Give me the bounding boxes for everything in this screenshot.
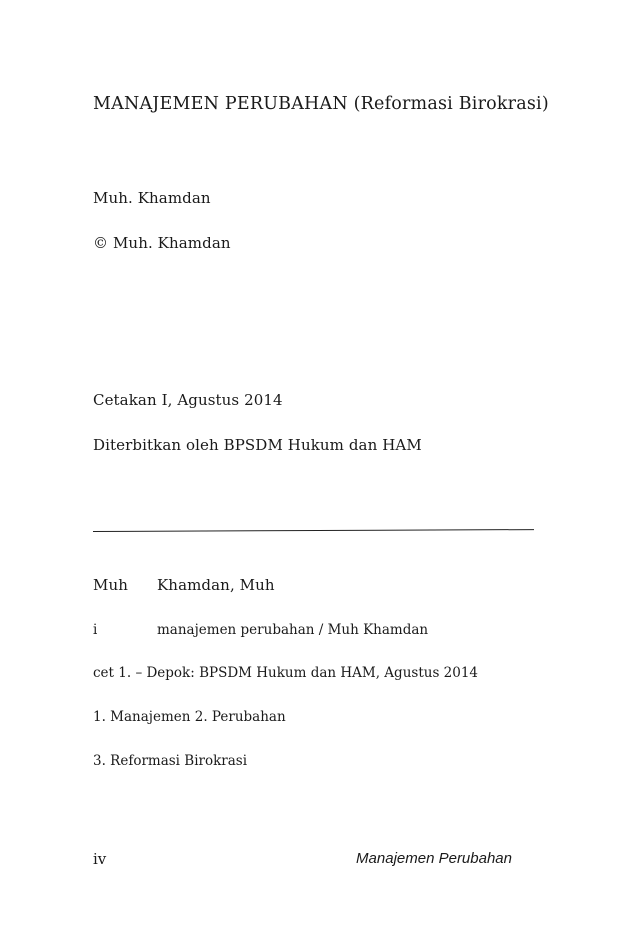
catalog-subjects-2: 3. Reformasi Birokrasi (93, 753, 248, 769)
book-title: MANAJEMEN PERUBAHAN (Reformasi Birokrasi) (93, 94, 549, 114)
running-title: Manajemen Perubahan (356, 850, 512, 867)
catalog-author-entry: Khamdan, Muh (157, 576, 275, 594)
publisher-line: Diterbitkan oleh BPSDM Hukum dan HAM (93, 436, 422, 454)
author-name: Muh. Khamdan (93, 189, 211, 207)
copyright-line: © Muh. Khamdan (93, 234, 231, 252)
catalog-edition-entry: cet 1. – Depok: BPSDM Hukum dan HAM, Agustus 2014 (93, 665, 479, 681)
divider-rule (93, 529, 534, 532)
catalog-code-1: Muh (93, 576, 128, 594)
catalog-subjects-1: 1. Manajemen 2. Perubahan (93, 709, 286, 725)
page-number: iv (93, 850, 107, 868)
catalog-code-2: i (93, 622, 98, 638)
catalog-title-entry: manajemen perubahan / Muh Khamdan (157, 622, 429, 638)
edition-line: Cetakan I, Agustus 2014 (93, 391, 283, 409)
